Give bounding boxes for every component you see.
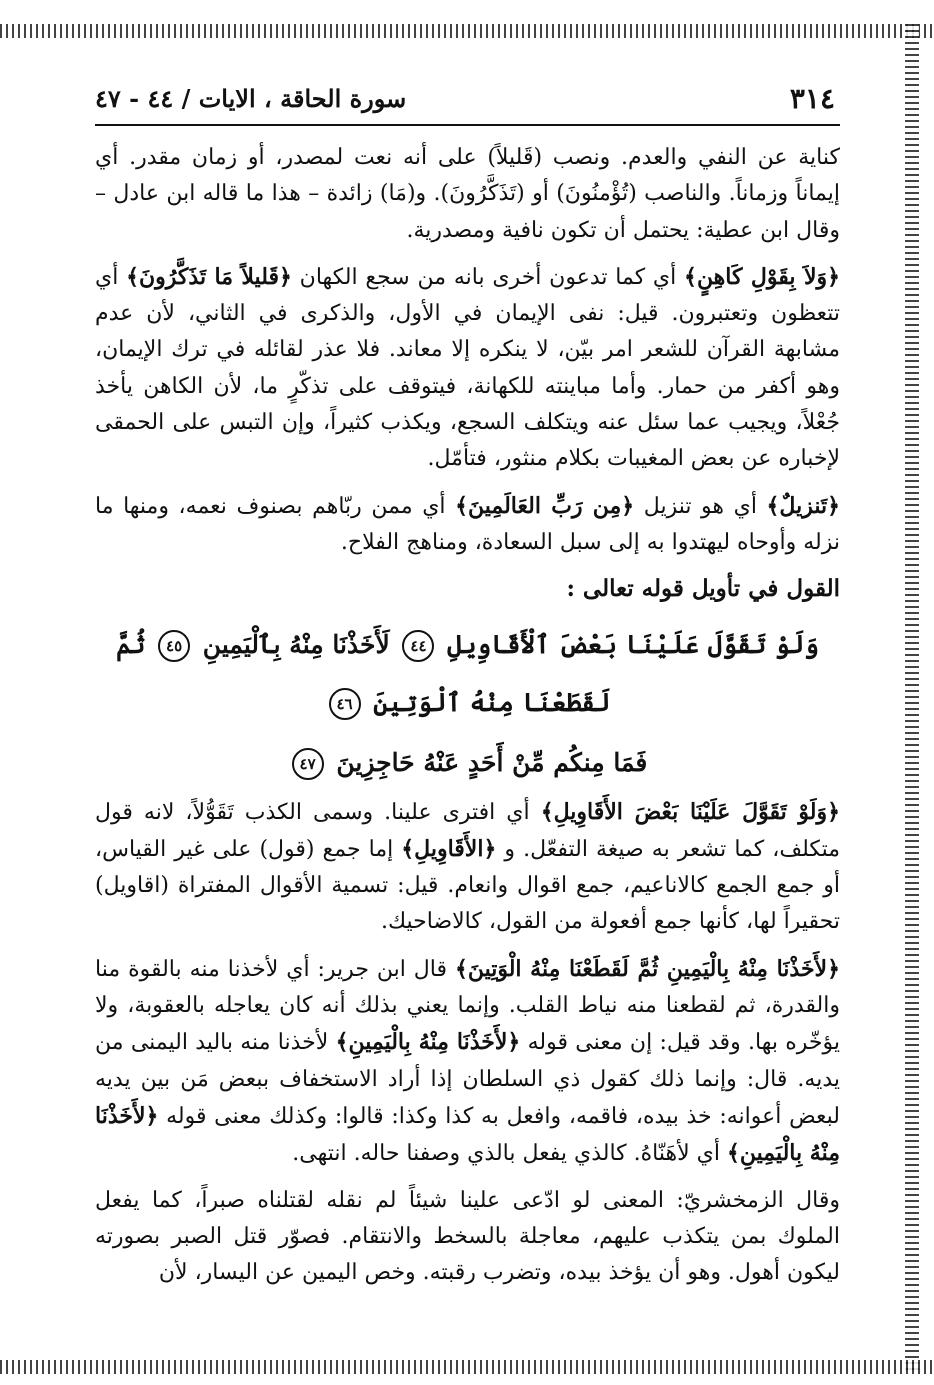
paragraph-5 — [95, 951, 840, 1173]
header-rule — [95, 124, 840, 126]
paragraph-text: وقال الزمخشريّ: المعنى لو ادّعى علينا شيئاً لم نقله لقتلناه صبراً، كما يفعل الملوك بمن يتكذب عليهم، معاجلة بالسخط والانتقام. فصوّر قتل الصبر بصورته ليكون أهول. وهو أن يؤخذ بيده، وتضرب رقبته. وخص اليمين عن اليسار، لأن — [95, 1187, 840, 1286]
paragraph-text: أي لأهَنّاهُ. كالذي يفعل بالذي وصفنا حاله. انتهى. — [292, 1141, 727, 1167]
quran-quote: ﴿لأَخَذْنَا مِنْهُ بِالْيَمِينِ﴾ — [335, 1029, 521, 1056]
ayah-number-marker: ٤٤ — [402, 630, 434, 662]
paragraph-3 — [95, 488, 840, 562]
ayah-number-marker: ٤٧ — [292, 748, 324, 780]
paragraph-text: أي تتعظون وتعتبرون. قيل: نفى الإيمان في الأول، والذكرى في الثاني، لأن عدم مشابهة القرآن للشعر امر بيّن، لا ينكره إلا معاند. فلا عذر لقائله في ترك الإيمان، وهو أكفر من حمار. وأما مباينته للكهانة، فيتوقف على تذكّرٍ ما، لأن الكاهن يأخذ جُعْلاً، ويجيب عما سئل عنه ويتكلف السجع، ويكذب كثيراً، وإن التبس على الحمقى لإخباره عن بعض المغيبات بكلام منثور، فتأمّل. — [95, 264, 840, 472]
quran-quote: ﴿تَنزيلٌ﴾ — [766, 492, 840, 519]
quran-quote: ﴿قَليلاً مَا تَذَكَّرُونَ﴾ — [126, 263, 292, 290]
paragraph-text: أي ممن ربّاهم بصنوف نعمه، ومنها ما نزله وأوحاه ليهتدوا به إلى سبل السعادة، ومناهج الفلاح. — [95, 493, 840, 555]
ayah-number-marker: ٤٥ — [158, 630, 190, 662]
page-number: ٣١٤ — [789, 82, 835, 115]
quran-quote: ﴿مِن رَبِّ العَالَمِينَ﴾ — [455, 492, 635, 519]
paragraph-text: أي افترى علينا. وسمى الكذب تَقَوُّلاً، لانه قول متكلف، كما تشعر به صيغة التفعّل. و — [95, 799, 841, 862]
paragraph-text: قال ابن جرير: أي لأخذنا منه بالقوة منا والقدرة، ثم لقطعنا منه نياط القلب. وإنما يعني بذلك أنه كان يعاجله بالعقوبة، ولا يؤخّره بها. وقد قيل: إن معنى قوله — [95, 956, 840, 1056]
verse-text: وَلَوْ تَقَوَّلَ عَلَيْنَا بَعْضَ ٱلْأَقَاوِيلِ — [447, 629, 819, 659]
paragraph-text: أي كما تدعون أخرى بانه من سجع الكهان — [291, 264, 685, 290]
paragraph-1 — [95, 140, 840, 249]
paragraph-4 — [95, 794, 840, 941]
ayah-number-marker: ٤٦ — [329, 688, 361, 720]
paragraph-text: إما جمع (قول) على غير القياس، أو جمع الجمع كالاناعيم، جمع اقوال وانعام. قيل: تسمية الأقوال المفتراة (اقاويل) تحقيراً لها، كأنها جمع أفعولة من القول، كالاضاحيك. — [95, 836, 840, 935]
paragraph-2 — [95, 259, 840, 478]
right-border — [905, 24, 919, 1374]
top-border — [0, 24, 934, 38]
running-head: سورة الحاقة ، الايات / ٤٤ - ٤٧ — [95, 84, 407, 113]
verse-text: فَمَا مِنكُم مِّنْ أَحَدٍ عَنْهُ حَاجِزِينَ — [336, 747, 648, 777]
paragraph-text: أي هو تنزيل — [634, 493, 767, 519]
paragraph-text: لأخذنا منه باليد اليمنى من يديه. قال: وإنما ذلك كقول ذي السلطان إذا أراد الاستخفاف ببعض مَن بين يديه لبعض أعوانه: خذ بيده، فاقمه، وافعل به كذا وكذا: قالوا: وكذلك معنى قوله — [95, 1030, 840, 1129]
quran-quote: ﴿لأَخَذْنَا مِنْهُ بِالْيَمِينِ ثُمَّ لَقَطَعْنَا مِنْهُ الْوَتِينَ﴾ — [454, 955, 840, 982]
section-heading: القول في تأويل قوله تعالى : — [566, 575, 840, 603]
verse-line-2 — [95, 734, 840, 792]
page-body — [95, 140, 840, 1301]
verse-line-1 — [95, 616, 840, 732]
paragraph-6 — [95, 1183, 840, 1292]
verse-text: لَأَخَذْنَا مِنْهُ بِٱلْيَمِينِ — [202, 629, 390, 659]
quran-quote: ﴿لأَخَذْنَا مِنْهُ بِالْيَمِينِ﴾ — [95, 1102, 840, 1167]
page-header — [95, 82, 835, 122]
bottom-border — [0, 1360, 934, 1374]
paragraph-text: كناية عن النفي والعدم. ونصب (قَليلاً) على أنه نعت لمصدر، أو زمان مقدر. أي إيماناً وزماناً. والناصب (تُؤْمنُونَ) أو (تَذَكَّرُونَ). و(مَا) زائدة – هذا ما قاله ابن عادل – وقال ابن عطية: يحتمل أن تكون نافية ومصدرية. — [95, 145, 840, 243]
quran-quote: ﴿وَلاَ بِقَوْلِ كَاهِنٍ﴾ — [684, 263, 841, 290]
verse-text: ثُمَّ لَقَطَعْنَا مِنْهُ ٱلْوَتِينَ — [116, 629, 611, 717]
quran-quote: ﴿وَلَوْ تَقَوَّلَ عَلَيْنَا بَعْضَ الأَقَاوِيلِ﴾ — [540, 798, 840, 825]
quran-quote: ﴿الأَقَاوِيلِ﴾ — [401, 835, 497, 862]
